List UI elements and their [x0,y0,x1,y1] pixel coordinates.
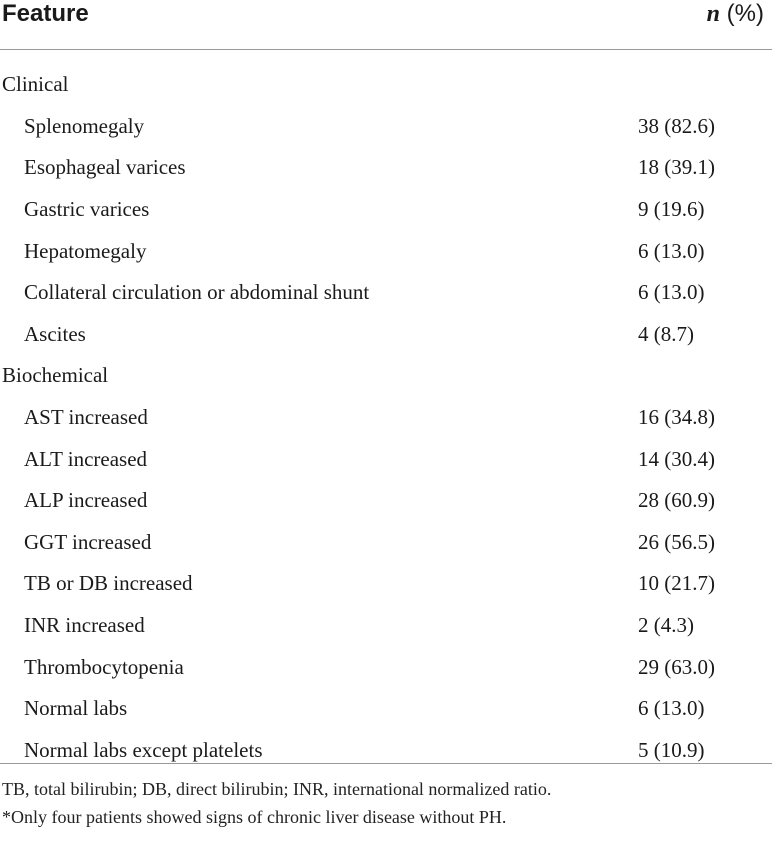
feature-label: Normal labs except platelets [24,737,263,762]
table-row [0,688,772,730]
table-row [0,147,772,189]
table-row [0,480,772,522]
footnote-asterisk: *Only four patients showed signs of chronic liver disease without PH. [2,807,507,827]
feature-label: AST increased [24,405,148,430]
section-title: Biochemical [2,363,109,388]
feature-column-header: Feature [2,0,89,27]
feature-value: 6 (13.0) [638,696,705,721]
feature-value: 38 (82.6) [638,113,715,138]
feature-value: 26 (56.5) [638,529,715,554]
feature-value: 28 (60.9) [638,488,715,513]
feature-label: Normal labs [24,696,128,721]
table-row [0,397,772,439]
section-row-biochemical [0,355,772,397]
section-title: Clinical [2,72,69,97]
table-body [0,50,772,771]
feature-label: GGT increased [24,529,152,554]
feature-value: 29 (63.0) [638,654,715,679]
table-header [0,0,772,50]
table-bottom-divider [0,763,772,764]
table-row [0,605,772,647]
percent-symbol: (%) [726,0,764,27]
feature-label: TB or DB increased [24,571,193,596]
feature-label: Thrombocytopenia [24,654,184,679]
table-row [0,189,772,231]
table-row [0,563,772,605]
table-row [0,106,772,148]
feature-label: ALP increased [24,488,148,513]
feature-value: 2 (4.3) [638,613,694,638]
table-row [0,730,772,772]
section-row-clinical [0,64,772,106]
feature-label: Ascites [24,321,86,346]
feature-value: 6 (13.0) [638,238,705,263]
table-footnotes [2,775,551,831]
feature-value: 5 (10.9) [638,737,705,762]
n-percent-column-header [707,0,764,28]
footnote-abbreviations: TB, total bilirubin; DB, direct bilirubin; INR, international normalized ratio. [2,779,552,799]
feature-label: ALT increased [24,446,148,471]
feature-value: 16 (34.8) [638,405,715,430]
feature-value: 6 (13.0) [638,280,705,305]
table-row [0,314,772,356]
feature-label: Hepatomegaly [24,238,147,263]
feature-label: Gastric varices [24,197,150,222]
table-row [0,522,772,564]
feature-label: Esophageal varices [24,155,186,180]
feature-label: Collateral circulation or abdominal shunt [24,280,370,305]
feature-value: 18 (39.1) [638,155,715,180]
table-row [0,646,772,688]
feature-value: 10 (21.7) [638,571,715,596]
feature-value: 14 (30.4) [638,446,715,471]
table-row [0,438,772,480]
feature-label: INR increased [24,613,145,638]
n-symbol: n [706,0,720,27]
feature-value: 4 (8.7) [638,321,694,346]
table-row [0,272,772,314]
feature-value: 9 (19.6) [638,197,705,222]
feature-label: Splenomegaly [24,113,145,138]
table-row [0,230,772,272]
